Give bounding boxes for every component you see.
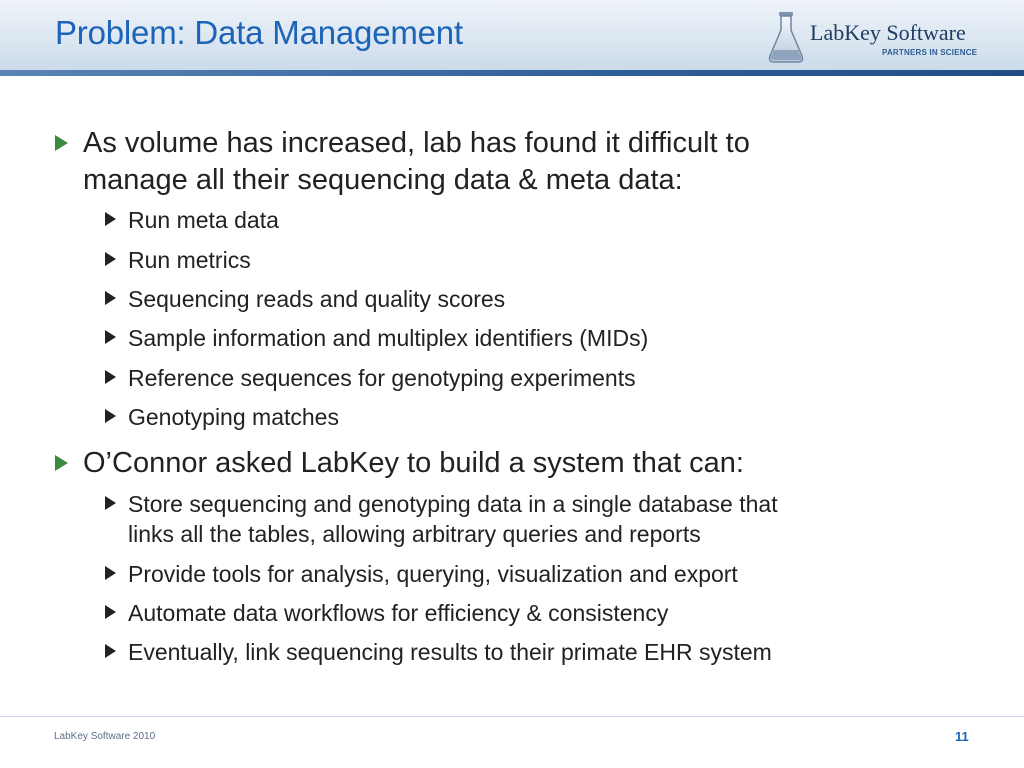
- bullet-text: Automate data workflows for efficiency & consistency: [128, 600, 669, 626]
- bullet-arrow-icon: [105, 252, 116, 266]
- flask-icon: [766, 10, 806, 66]
- logo-name: LabKey Software: [810, 20, 966, 45]
- bullet-text: Store sequencing and genotyping data in a single database that: [128, 491, 778, 517]
- bullet-text: Eventually, link sequencing results to their primate EHR system: [128, 639, 772, 665]
- footer-divider: [0, 716, 1024, 717]
- bullet-text: Provide tools for analysis, querying, visualization and export: [128, 561, 738, 587]
- bullet-arrow-icon: [105, 370, 116, 384]
- bullet-arrow-icon: [105, 496, 116, 510]
- bullet-text: links all the tables, allowing arbitrary queries and reports: [128, 521, 701, 547]
- bullet-arrow-icon: [105, 330, 116, 344]
- bullet-arrow-icon: [105, 605, 116, 619]
- bullet-arrow-icon: [105, 212, 116, 226]
- bullet-arrow-icon: [55, 135, 68, 151]
- bullet-text: Genotyping matches: [128, 404, 339, 430]
- bullet-text: Run metrics: [128, 247, 251, 273]
- bullet-arrow-icon: [105, 291, 116, 305]
- bullet-text: Sequencing reads and quality scores: [128, 286, 506, 312]
- header-band: [0, 70, 1024, 76]
- bullet-arrow-icon: [55, 455, 68, 471]
- bullet-text: manage all their sequencing data & meta data:: [83, 164, 683, 196]
- bullet-text: As volume has increased, lab has found it difficult to: [83, 127, 750, 159]
- bullet-arrow-icon: [105, 566, 116, 580]
- bullet-text: Reference sequences for genotyping experiments: [128, 365, 636, 391]
- bullet-arrow-icon: [105, 644, 116, 658]
- bullet-arrow-icon: [105, 409, 116, 423]
- company-logo: [766, 10, 996, 66]
- slide-title: Problem: Data Management: [55, 14, 463, 51]
- logo-tagline: PARTNERS IN SCIENCE: [882, 48, 978, 57]
- bullet-text: Run meta data: [128, 207, 279, 233]
- bullet-text: Sample information and multiplex identifiers (MIDs): [128, 325, 649, 351]
- bullet-text: O’Connor asked LabKey to build a system that can:: [83, 447, 744, 479]
- page-number: 11: [955, 729, 969, 744]
- footer-copyright: LabKey Software 2010: [54, 731, 156, 742]
